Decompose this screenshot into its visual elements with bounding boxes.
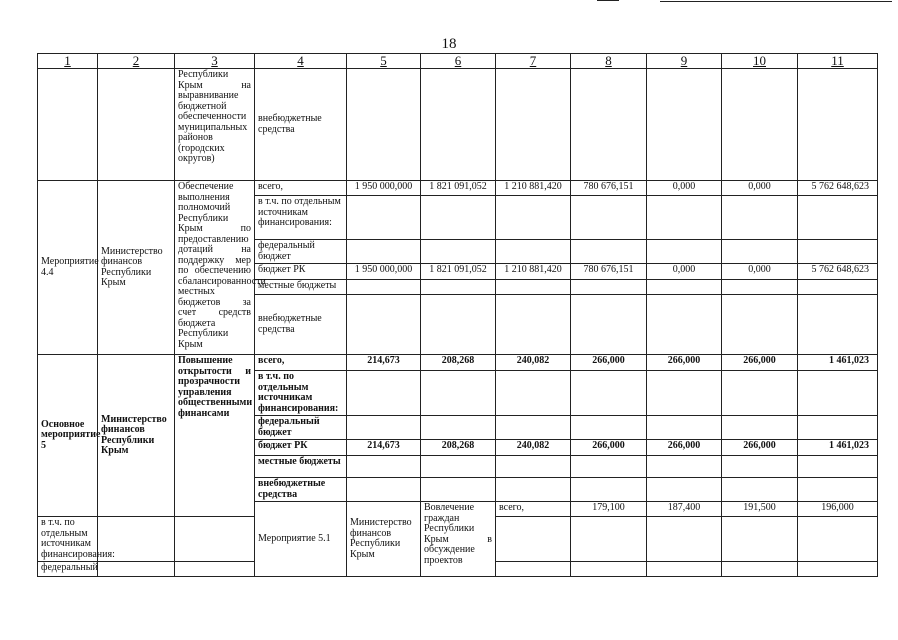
column-number: 11 (798, 54, 878, 69)
measure-label-cell: Мероприятие 4.4 (38, 181, 98, 355)
source-label: всего, (255, 181, 347, 196)
value-cell: 1 821 091,052 (421, 264, 496, 280)
source-label: всего, (496, 502, 571, 517)
source-label: внебюджетные средства (255, 295, 347, 355)
value-cell: 187,400 (647, 502, 722, 517)
page-number: 18 (441, 36, 457, 52)
column-number: 8 (571, 54, 647, 69)
value-cell: 214,673 (347, 440, 421, 456)
source-label: в т.ч. по отдельным источникам финансирования: (255, 196, 347, 240)
measure-label-cell: Мероприятие 5.1 (255, 502, 347, 577)
scan-edge-line (660, 1, 892, 2)
source-label: бюджет РК (255, 440, 347, 456)
value-cell: 0,000 (722, 181, 798, 196)
value-cell: 780 676,151 (571, 181, 647, 196)
value-cell: 208,268 (421, 355, 496, 371)
value-cell: 0,000 (722, 264, 798, 280)
value-cell: 0,000 (647, 181, 722, 196)
value-cell: 1 950 000,000 (347, 181, 421, 196)
value-cell: 266,000 (571, 440, 647, 456)
source-label: внебюджетные средства (255, 478, 347, 502)
column-number: 2 (98, 54, 175, 69)
measure-name-cell: Повышение открытости и прозрачности управления общественными финансами (175, 355, 255, 517)
column-number: 4 (255, 54, 347, 69)
measure-name-cell: Республики Крым на выравнивание бюджетной обеспеченности муниципальных районов (городских округов) (175, 69, 255, 181)
value-cell: 191,500 (722, 502, 798, 517)
measure-name-cell: Обеспечение выполнения полномочий Республики Крым по предоставлению дотаций на поддержку мер по обеспечению сбалансированности местных бюджетов за счет средств бюджета Республики Крым (175, 181, 255, 355)
executor-cell: Министерство финансов Республики Крым (98, 355, 175, 517)
value-cell: 0,000 (647, 264, 722, 280)
column-number: 5 (347, 54, 421, 69)
source-label: местные бюджеты (255, 280, 347, 295)
financing-table (37, 53, 878, 577)
measure-label-cell: Основное мероприятие 5 (38, 355, 98, 517)
source-label: местные бюджеты (255, 456, 347, 478)
value-cell: 266,000 (647, 355, 722, 371)
column-number: 3 (175, 54, 255, 69)
source-label: федеральный бюджет (255, 416, 347, 440)
measure-name-cell: Вовлечение граждан Республики Крым в обсуждение проектов (421, 502, 496, 577)
value-cell: 196,000 (798, 502, 878, 517)
column-number: 1 (38, 54, 98, 69)
value-cell: 240,082 (496, 440, 571, 456)
source-label: федеральный бюджет (255, 240, 347, 264)
source-label: в т.ч. по отдельным источникам финансирования: (38, 517, 98, 562)
source-label: внебюджетные средства (255, 69, 347, 181)
value-cell: 240,082 (496, 355, 571, 371)
value-cell: 1 210 881,420 (496, 264, 571, 280)
source-label: бюджет РК (255, 264, 347, 280)
value-cell: 780 676,151 (571, 264, 647, 280)
value-cell: 214,673 (347, 355, 421, 371)
column-number-row (38, 54, 878, 69)
value-cell: 208,268 (421, 440, 496, 456)
value-cell: 1 461,023 (798, 440, 878, 456)
column-number: 6 (421, 54, 496, 69)
value-cell: 1 821 091,052 (421, 181, 496, 196)
source-label: в т.ч. по отдельным источникам финансирования: (255, 371, 347, 416)
measure-label-cell (38, 69, 98, 181)
table-row (38, 69, 878, 181)
value-cell: 5 762 648,623 (798, 181, 878, 196)
executor-cell (98, 69, 175, 181)
value-cell: 266,000 (722, 440, 798, 456)
scan-edge-line (597, 0, 619, 1)
value-cell: 1 210 881,420 (496, 181, 571, 196)
table-row (38, 181, 878, 196)
column-number: 9 (647, 54, 722, 69)
executor-cell: Министерство финансов Республики Крым (98, 181, 175, 355)
source-label: федеральный (38, 562, 98, 577)
value-cell: 266,000 (571, 355, 647, 371)
value-cell: 1 950 000,000 (347, 264, 421, 280)
value-cell: 1 461,023 (798, 355, 878, 371)
value-cell: 266,000 (722, 355, 798, 371)
value-cell: 179,100 (571, 502, 647, 517)
column-number: 7 (496, 54, 571, 69)
column-number: 10 (722, 54, 798, 69)
executor-cell: Министерство финансов Республики Крым (347, 502, 421, 577)
table-row (38, 355, 878, 371)
value-cell: 5 762 648,623 (798, 264, 878, 280)
source-label: всего, (255, 355, 347, 371)
value-cell: 266,000 (647, 440, 722, 456)
